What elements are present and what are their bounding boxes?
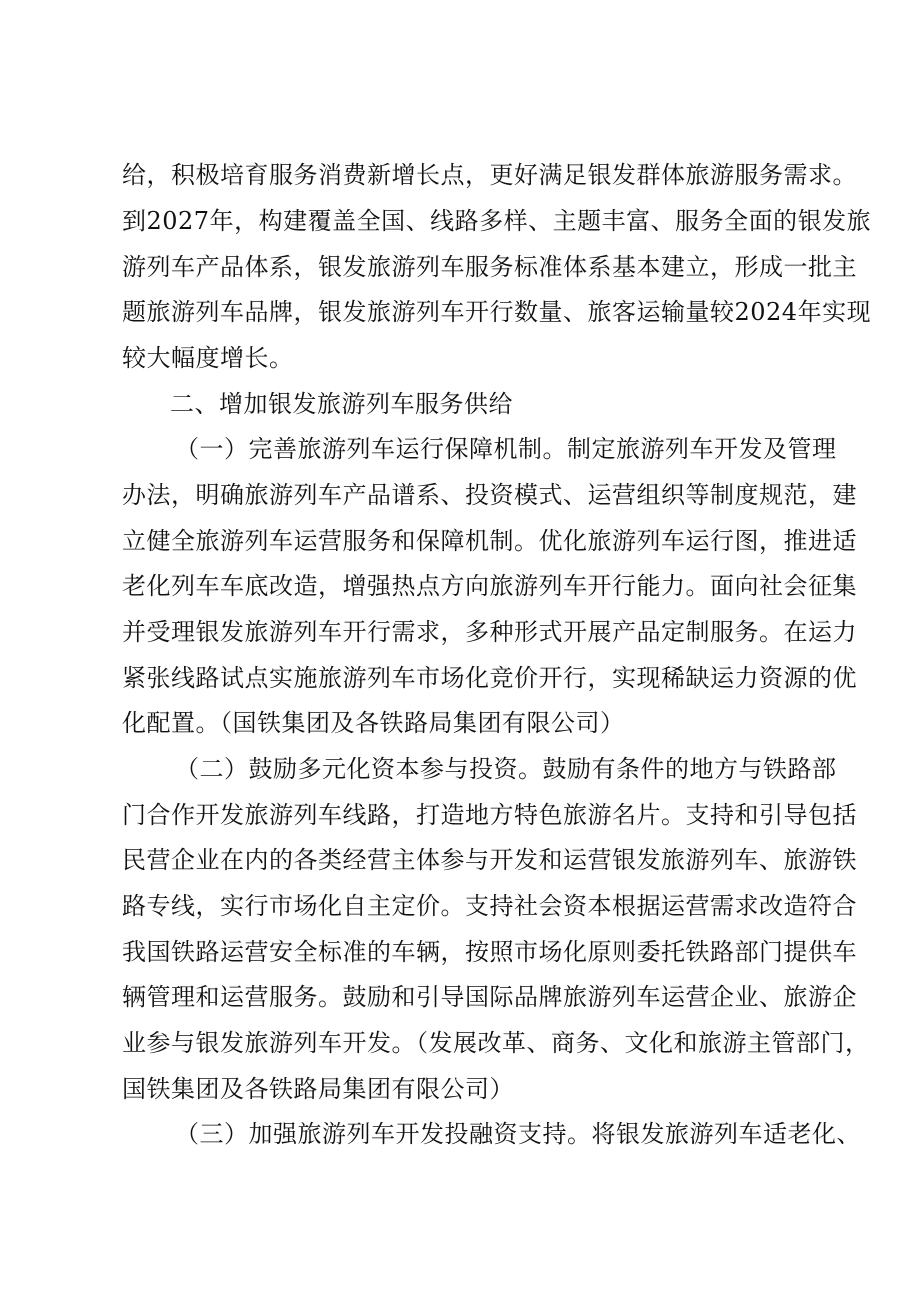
text-line: 给，积极培育服务消费新增长点，更好满足银发群体旅游服务需求。 [122, 161, 857, 189]
text-line: 较大幅度增长。 [122, 344, 294, 372]
text-line: 业参与银发旅游列车开发。（发展改革、商务、文化和旅游主管部门， [122, 1029, 870, 1057]
text-line: 题旅游列车品牌，银发旅游列车开行数量、旅客运输量较2024年实现 [122, 298, 872, 326]
text-line: 老化列车车底改造，增强热点方向旅游列车开行能力。面向社会征集 [122, 572, 857, 600]
section-heading: 二、增加银发旅游列车服务供给 [170, 390, 513, 418]
text-line: 立健全旅游列车运营服务和保障机制。优化旅游列车运行图，推进适 [122, 527, 857, 555]
text-line: （二）鼓励多元化资本参与投资。鼓励有条件的地方与铁路部 [175, 755, 837, 783]
text-line: 化配置。（国铁集团及各铁路局集团有限公司） [122, 709, 625, 737]
text-line: 门合作开发旅游列车线路，打造地方特色旅游名片。支持和引导包括 [122, 801, 857, 829]
text-line: 游列车产品体系，银发旅游列车服务标准体系基本建立，形成一批主 [122, 253, 857, 281]
text-line: 紧张线路试点实施旅游列车市场化竞价开行，实现稀缺运力资源的优 [122, 664, 857, 692]
text-line: 办法，明确旅游列车产品谱系、投资模式、运营组织等制度规范，建 [122, 481, 857, 509]
text-line: 到2027年，构建覆盖全国、线路多样、主题丰富、服务全面的银发旅 [122, 207, 872, 235]
text-line: 民营企业在内的各类经营主体参与开发和运营银发旅游列车、旅游铁 [122, 846, 857, 874]
text-line: （一）完善旅游列车运行保障机制。制定旅游列车开发及管理 [175, 435, 837, 463]
text-line: 国铁集团及各铁路局集团有限公司） [122, 1075, 514, 1103]
text-line: 辆管理和运营服务。鼓励和引导国际品牌旅游列车运营企业、旅游企 [122, 983, 857, 1011]
text-line: 我国铁路运营安全标准的车辆，按照市场化原则委托铁路部门提供车 [122, 938, 857, 966]
text-line: 路专线，实行市场化自主定价。支持社会资本根据运营需求改造符合 [122, 892, 857, 920]
text-line: （三）加强旅游列车开发投融资支持。将银发旅游列车适老化、 [175, 1120, 861, 1148]
text-line: 并受理银发旅游列车开行需求，多种形式开展产品定制服务。在运力 [122, 618, 857, 646]
